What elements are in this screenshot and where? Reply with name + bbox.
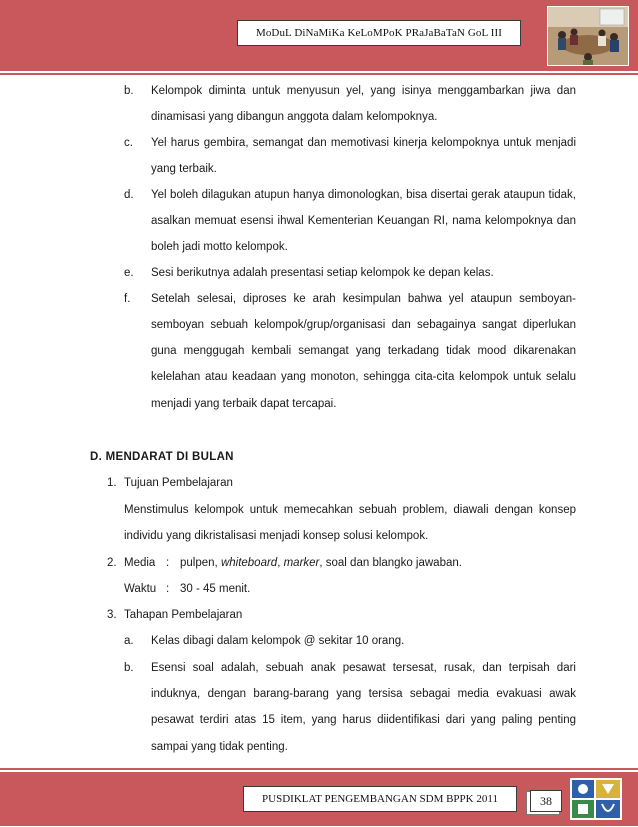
page-number <box>530 790 562 812</box>
classroom-photo-icon <box>548 7 628 65</box>
waktu-key: Waktu <box>124 583 157 595</box>
numbered-label: 2. <box>107 557 117 569</box>
media-separator: : <box>166 557 170 569</box>
list-item-line: kelelahan atau keadaan yang monoton, sehingga cita-cita kelompok untuk selalu <box>151 371 576 383</box>
list-item-line: Setelah selesai, diproses ke arah kesimpulan bahwa yel ataupun semboyan- <box>151 293 576 305</box>
list-item-line: Kelas dibagi dalam kelompok @ sekitar 10 orang. <box>151 635 405 647</box>
list-item-line: dinamisasi yang dibangun anggota dalam kelompoknya. <box>151 111 438 123</box>
media-value-prefix: pulpen, <box>180 557 221 569</box>
institution-logo <box>566 776 626 822</box>
module-title <box>237 20 521 46</box>
media-value-whiteboard: whiteboard <box>220 557 278 569</box>
waktu-value: 30 - 45 menit. <box>180 583 251 595</box>
page-number-text: 38 <box>540 793 552 808</box>
list-item-line: sampai yang tidak penting. <box>151 741 288 753</box>
list-item-line: semboyan sebuah kelompok/grup/organisasi dan sebagainya sangat diperlukan <box>151 319 576 331</box>
list-item-line: boleh jadi motto kelompok. <box>151 241 288 253</box>
list-item-line: asalkan memuat esensi ihwal Kementerian Keuangan RI, nama kelompoknya dan <box>151 215 576 227</box>
list-item-line: Yel harus gembira, semangat dan memotivasi kinerja kelompoknya untuk menjadi <box>151 137 576 149</box>
media-value-mid: , <box>277 557 284 569</box>
list-item-label: f. <box>124 293 131 305</box>
header-rule <box>0 73 638 75</box>
institution-logo-icon <box>566 776 626 822</box>
list-item-line: Kelompok diminta untuk menyusun yel, yang isinya menggambarkan jiwa dan <box>151 85 576 97</box>
list-item-label: a. <box>124 635 134 647</box>
subsection-title: Tujuan Pembelajaran <box>124 477 233 489</box>
media-value-marker: marker <box>283 557 320 569</box>
list-item-line: yang terbaik. <box>151 163 217 175</box>
waktu-separator: : <box>166 583 170 595</box>
list-item-line: menjadi yang terbaik dapat tercapai. <box>151 398 337 410</box>
paragraph-line: individu yang dikristalisasi menjadi konsep solusi kelompok. <box>124 530 429 542</box>
classroom-photo <box>547 6 629 66</box>
subsection-title: Tahapan Pembelajaran <box>124 609 243 621</box>
list-item-label: e. <box>124 267 134 279</box>
list-item-label: b. <box>124 85 134 97</box>
list-item-line: pesawat terdiri atas 15 item, yang harus diidentifikasi dari yang paling penting <box>151 714 576 726</box>
numbered-label: 3. <box>107 609 117 621</box>
footer-label <box>243 786 517 812</box>
list-item-line: Esensi soal adalah, sebuah anak pesawat tersesat, rusak, dan terpisah dari <box>151 662 576 674</box>
numbered-label: 1. <box>107 477 117 489</box>
section-heading: D. MENDARAT DI BULAN <box>90 451 234 463</box>
media-key: Media <box>124 557 156 569</box>
paragraph-line: Menstimulus kelompok untuk memecahkan sebuah problem, diawali dengan konsep <box>124 504 576 516</box>
list-item-label: c. <box>124 137 133 149</box>
list-item-line: induknya, dengan barang-barang yang tersisa sebagai media evakuasi awak <box>151 688 576 700</box>
footer-rule <box>0 768 638 770</box>
list-item-label: b. <box>124 662 134 674</box>
list-item-label: d. <box>124 189 134 201</box>
module-title-text: MoDuL DiNaMiKa KeLoMPoK PRaJaBaTaN GoL III <box>255 27 503 39</box>
media-value <box>180 556 462 570</box>
list-item-line: Sesi berikutnya adalah presentasi setiap kelompok ke depan kelas. <box>151 267 494 279</box>
list-item-line: guna menggugah kembali semangat yang terkadang tidak mood dikarenakan <box>151 345 576 357</box>
footer-label-text: PUSDIKLAT PENGEMBANGAN SDM BPPK 2011 <box>262 793 498 805</box>
media-value-suffix: , soal dan blangko jawaban. <box>319 557 462 569</box>
list-item-line: Yel boleh dilagukan atupun hanya dimonologkan, bisa disertai gerak ataupun tidak, <box>151 189 576 201</box>
